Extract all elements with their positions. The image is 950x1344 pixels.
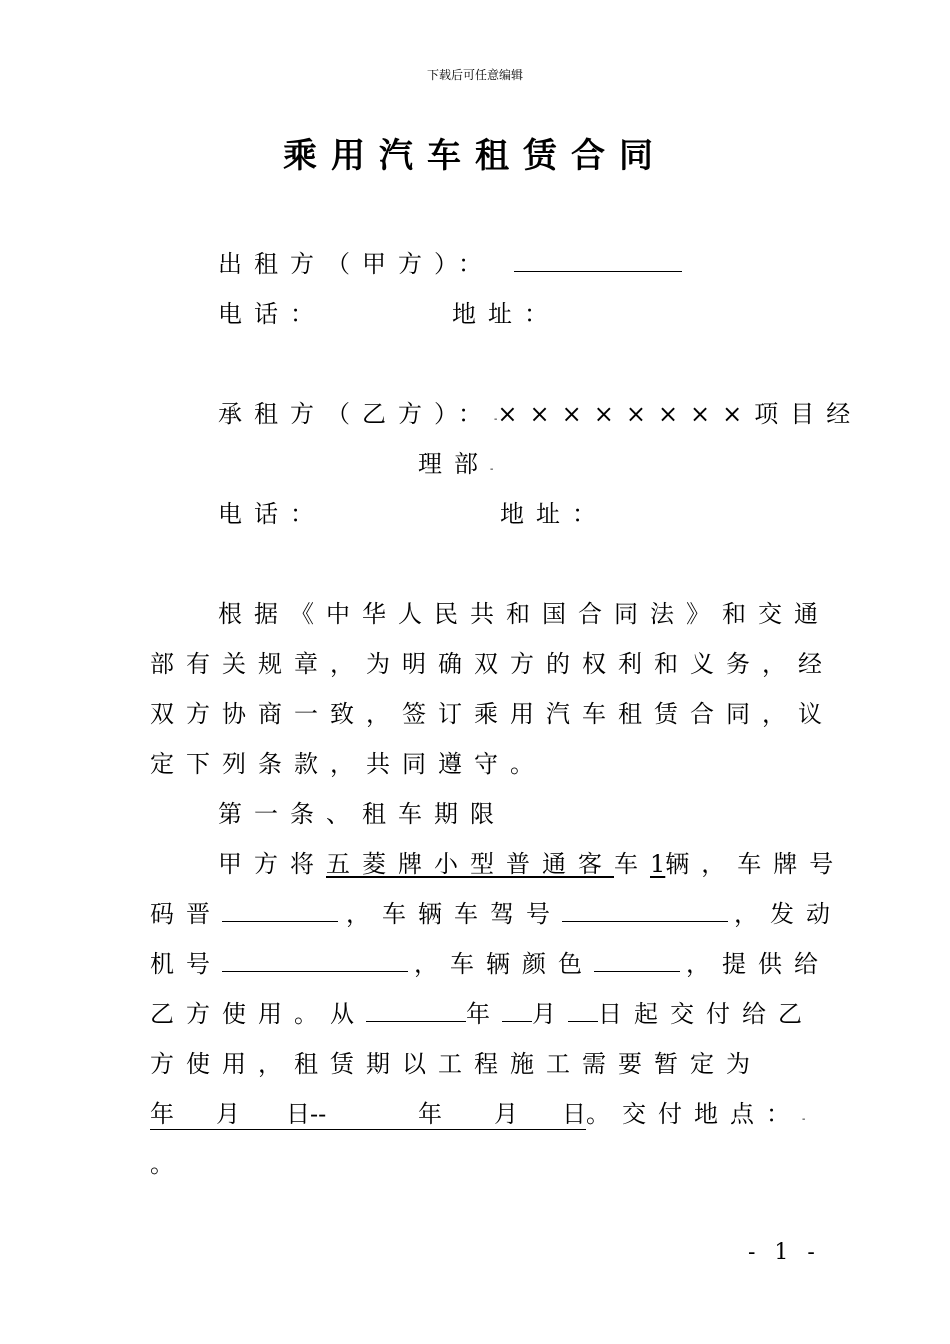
document-title: 乘用汽车租赁合同 xyxy=(283,136,667,176)
page-number: - 1 - xyxy=(748,1240,821,1265)
small-mark: - xyxy=(494,414,498,425)
article1-end: 。 xyxy=(150,1150,186,1178)
lessor-address-label: 地址： xyxy=(452,300,560,328)
day-blank[interactable] xyxy=(568,999,598,1022)
lease-period-field[interactable]: 年 月 日-- 年 月 日 xyxy=(150,1094,586,1130)
lessee-label: 承租方（乙方）： xyxy=(218,400,494,428)
text: ，发动 xyxy=(734,900,842,928)
text: 车 xyxy=(614,850,650,878)
text: ，提供给 xyxy=(686,950,830,978)
lessor-label: 出租方（甲方）： xyxy=(218,250,494,278)
article1-line6 xyxy=(150,1094,805,1130)
text: 。交付地点： xyxy=(586,1100,802,1128)
text: 甲方将 xyxy=(218,850,326,878)
lessee-row-2 xyxy=(418,444,493,479)
text: ，车辆颜色 xyxy=(414,950,594,978)
article1-line1 xyxy=(218,844,845,879)
text: 日起交付给乙 xyxy=(598,1000,814,1028)
text: 机号 xyxy=(150,950,222,978)
article1-line4 xyxy=(150,994,814,1029)
engine-blank[interactable] xyxy=(222,949,408,972)
vin-blank[interactable] xyxy=(562,899,728,922)
header-note: 下载后可任意编辑 xyxy=(426,68,523,82)
text: 年 xyxy=(466,1000,502,1028)
lessee-name-part2: 理部 xyxy=(418,450,490,478)
para-line: 定下列条款，共同遵守。 xyxy=(150,750,546,778)
text: 码晋 xyxy=(150,900,222,928)
article1-line2 xyxy=(150,894,842,929)
lessor-blank[interactable] xyxy=(514,249,682,272)
para-line: 根据《中华人民共和国合同法》和交通 xyxy=(218,600,830,628)
color-blank[interactable] xyxy=(594,949,680,972)
text: 辆，车牌号 xyxy=(665,850,846,878)
small-mark: - xyxy=(490,464,494,475)
para-line: 部有关规章，为明确双方的权利和义务，经 xyxy=(150,650,834,678)
para-line: 方使用，租赁期以工程施工需要暂定为 xyxy=(150,1050,762,1078)
lessor-phone-label: 电话： xyxy=(218,300,326,328)
text: 月 xyxy=(532,1000,568,1028)
month-blank[interactable] xyxy=(502,999,532,1022)
text: ，车辆车驾号 xyxy=(346,900,562,928)
text: 乙方使用。从 xyxy=(150,1000,366,1028)
article1-line3 xyxy=(150,944,830,979)
car-quantity: 1 xyxy=(650,850,666,878)
car-model: 五菱牌小型普通客 xyxy=(326,850,614,878)
lessee-name-part1: ××××××××项目经 xyxy=(497,400,863,428)
lessee-address-label: 地址： xyxy=(500,500,608,528)
lessee-phone-label: 电话： xyxy=(218,500,326,528)
para-line: 双方协商一致，签订乘用汽车租赁合同，议 xyxy=(150,700,834,728)
lessee-row xyxy=(218,394,862,429)
article-title: 第一条、租车期限 xyxy=(218,800,506,828)
plate-blank[interactable] xyxy=(222,899,338,922)
year-blank[interactable] xyxy=(366,999,466,1022)
lessor-row xyxy=(218,244,682,279)
small-mark: - xyxy=(802,1114,806,1125)
